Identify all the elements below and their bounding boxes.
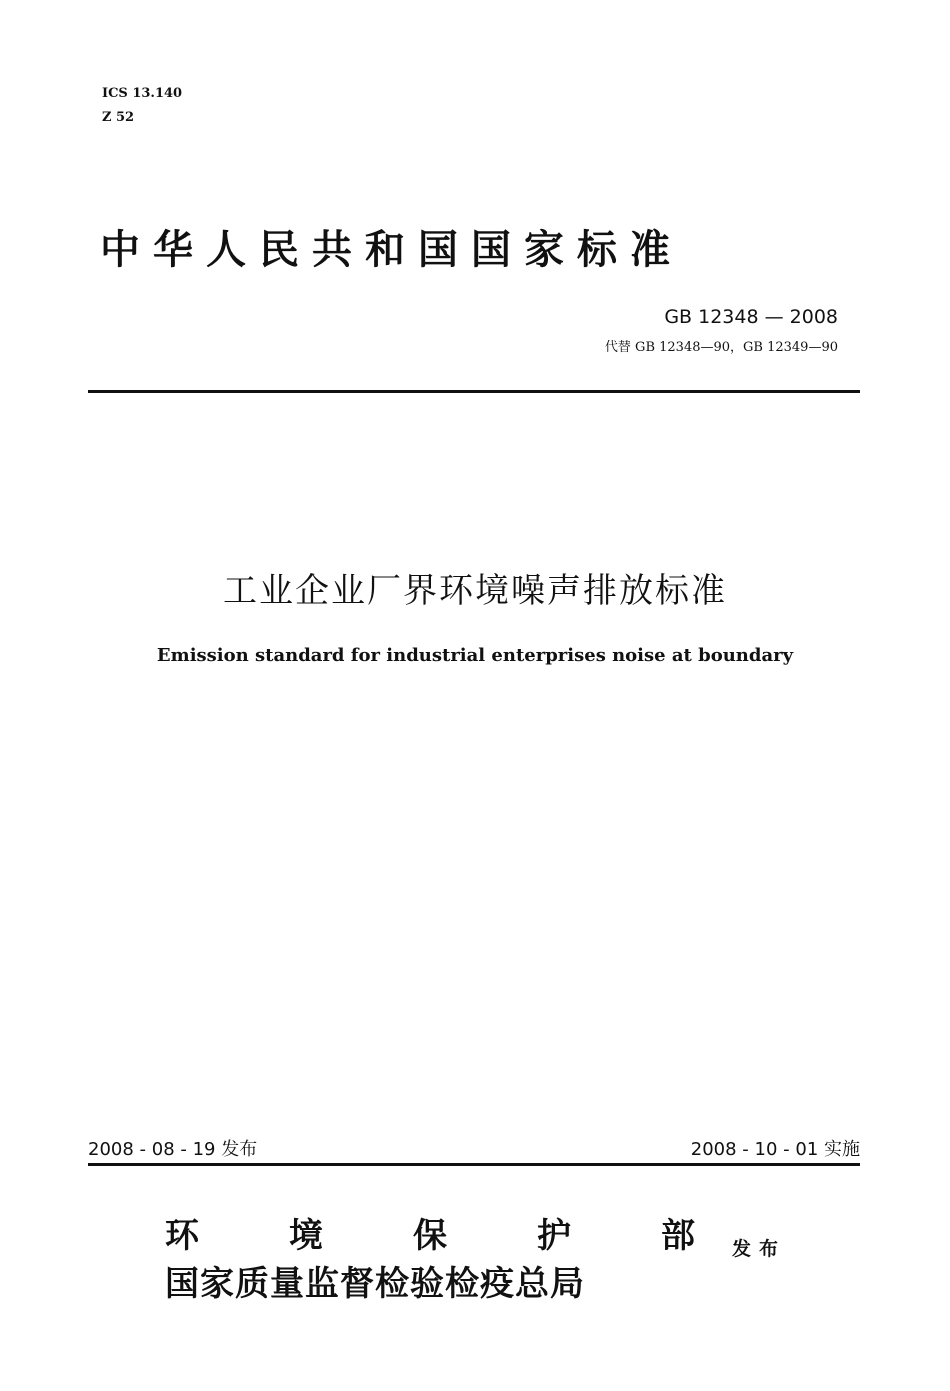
issuer-ministry-char: 环: [165, 1216, 199, 1256]
standard-title-chinese: 工业企业厂界环境噪声排放标准: [223, 571, 727, 611]
issuer-ministry-char: 部: [661, 1216, 695, 1256]
issuer-ministry-char: 护: [537, 1216, 571, 1256]
publication-date: 2008 - 08 - 19 发布: [88, 1139, 258, 1160]
issue-label: 发布: [732, 1238, 787, 1260]
implementation-date: 2008 - 10 - 01 实施: [690, 1139, 860, 1160]
replaces-note: 代替 GB 12348—90，GB 12349—90: [604, 340, 838, 355]
issuer-ministry-char: 境: [289, 1216, 323, 1256]
bottom-divider: [88, 1163, 860, 1166]
top-divider: [88, 390, 860, 393]
national-standard-title: 中华人民共和国国家标准: [100, 226, 683, 273]
issuer-administration: 国家质量监督检验检疫总局: [165, 1264, 585, 1304]
issuer-ministry: [165, 1208, 695, 1257]
standard-number: GB 12348 — 2008: [664, 306, 838, 328]
ics-code: ICS 13.140: [102, 86, 183, 101]
issuer-ministry-char: 保: [413, 1216, 447, 1256]
classification-code: Z 52: [102, 110, 135, 125]
standard-title-english: Emission standard for industrial enterprises noise at boundary: [156, 645, 794, 666]
